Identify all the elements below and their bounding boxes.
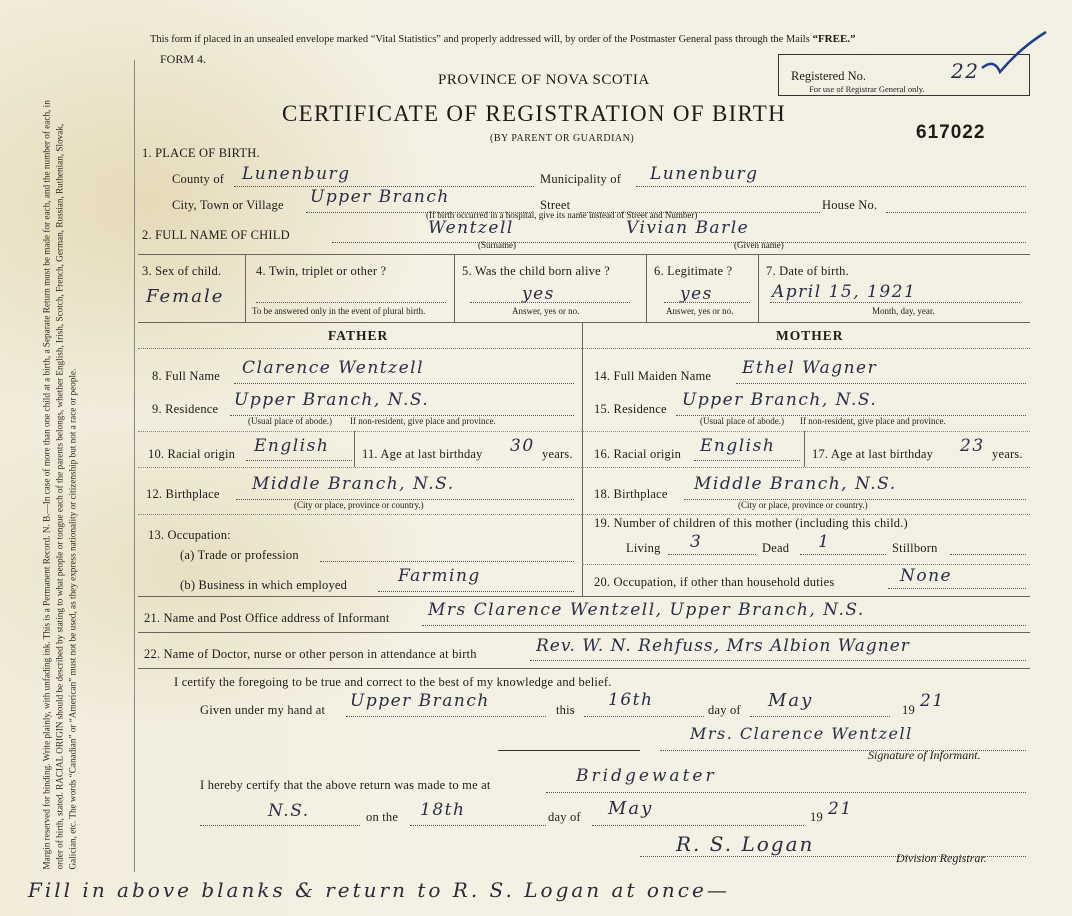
date-of-birth-label: 7. Date of birth.	[766, 264, 849, 278]
form-number: FORM 4.	[160, 52, 207, 66]
father-res-rule	[138, 431, 582, 432]
living-line	[668, 554, 756, 555]
registrar-month-value: May	[608, 798, 654, 819]
mother-race-rule	[582, 467, 1030, 468]
footer-handwritten-note: Fill in above blanks & return to R. S. Logan at once—	[28, 878, 730, 902]
registrar-signature: R. S. Logan	[676, 832, 815, 856]
given-name-caption: (Given name)	[734, 240, 784, 250]
registrar-statement: I hereby certify that the above return was made to me at	[200, 778, 491, 792]
father-name-label: 8. Full Name	[152, 369, 221, 383]
mother-occupation-value: None	[900, 566, 953, 586]
division-registrar-caption: Division Registrar.	[896, 851, 987, 865]
dead-value: 1	[818, 532, 831, 552]
blue-check-mark	[980, 28, 1050, 78]
mother-res-rule	[582, 431, 1030, 432]
father-trade-line	[320, 561, 574, 562]
municipality-line	[636, 186, 1026, 187]
mother-birthplace-note: (City or place, province or country.)	[738, 500, 868, 510]
legitimate-line	[664, 302, 750, 303]
dead-line	[800, 554, 886, 555]
father-race-line	[246, 460, 352, 461]
postal-notice: This form if placed in an unsealed envelope marked “Vital Statistics” and properly addressed will, by order of the Postmaster General pass through the Mails “FREE.”	[150, 33, 856, 45]
father-name-value: Clarence Wentzell	[242, 358, 425, 378]
mother-name-line	[736, 383, 1026, 384]
doctor-rule	[138, 668, 1030, 669]
registered-number: 22	[951, 59, 980, 83]
registrar-year-prefix: 19	[810, 810, 823, 824]
certify-place-value: Upper Branch	[350, 691, 490, 711]
municipality-value: Lunenburg	[650, 164, 759, 184]
twin-line	[256, 302, 446, 303]
mother-race-value: English	[700, 436, 776, 456]
sex-label: 3. Sex of child.	[142, 264, 222, 278]
row3-divider-3	[646, 254, 647, 322]
registrar-place-value: Bridgewater	[576, 766, 717, 786]
registrar-day-of-label: day of	[548, 810, 581, 824]
headings-rule	[138, 348, 1030, 349]
mother-birthplace-label: 18. Birthplace	[594, 487, 668, 501]
house-number-label: House No.	[822, 198, 878, 212]
father-trade-label: (a) Trade or profession	[180, 548, 299, 562]
certify-place-line	[346, 716, 546, 717]
registered-label: Registered No.	[791, 69, 866, 83]
certify-year-value: 21	[920, 691, 945, 711]
born-alive-note: Answer, yes or no.	[512, 306, 580, 316]
certify-day-value: 16th	[608, 690, 654, 710]
father-birthplace-value: Middle Branch, N.S.	[252, 474, 455, 494]
city-label: City, Town or Village	[172, 198, 284, 212]
father-occupation-label: 13. Occupation:	[148, 528, 231, 542]
twin-label: 4. Twin, triplet or other ?	[256, 264, 387, 278]
informant-signature: Mrs. Clarence Wentzell	[690, 724, 913, 743]
form-left-border	[134, 60, 135, 872]
city-value: Upper Branch	[310, 187, 450, 207]
row3-divider-1	[245, 254, 246, 322]
mother-bp-rule	[582, 514, 1030, 515]
legitimate-value: yes	[680, 284, 713, 304]
father-abode-note: (Usual place of abode.)	[248, 416, 332, 426]
row3-divider-2	[454, 254, 455, 322]
legitimate-label: 6. Legitimate ?	[654, 264, 733, 278]
registrar-month-line	[592, 825, 804, 826]
row3-divider-4	[758, 254, 759, 322]
mother-abode-note: (Usual place of abode.)	[700, 416, 784, 426]
row3-top-rule	[138, 254, 1030, 255]
registrar-place2-line	[200, 825, 360, 826]
informant-value: Mrs Clarence Wentzell, Upper Branch, N.S.	[428, 600, 865, 620]
father-residence-value: Upper Branch, N.S.	[234, 390, 430, 410]
certify-this-label: this	[556, 703, 575, 717]
surname-caption: (Surname)	[478, 240, 516, 250]
living-value: 3	[690, 532, 703, 552]
informant-rule	[138, 632, 1030, 633]
father-race-rule	[138, 467, 582, 468]
mother-race-label: 16. Racial origin	[594, 447, 682, 461]
mother-occupation-label: 20. Occupation, if other than household duties	[594, 575, 835, 589]
given-under-hand-label: Given under my hand at	[200, 703, 326, 717]
mother-race-line	[694, 460, 800, 461]
dead-label: Dead	[762, 541, 790, 555]
living-label: Living	[626, 541, 661, 555]
stillborn-label: Stillborn	[892, 541, 938, 555]
father-birthplace-label: 12. Birthplace	[146, 487, 220, 501]
mother-name-label: 14. Full Maiden Name	[594, 369, 712, 383]
father-bp-rule	[138, 514, 582, 515]
registrar-place-line	[546, 792, 1026, 793]
born-alive-value: yes	[522, 284, 555, 304]
father-heading: FATHER	[328, 328, 389, 343]
mother-nonresident-note: If non-resident, give place and province.	[800, 416, 946, 426]
mother-age-value: 23	[960, 436, 985, 456]
date-of-birth-value: April 15, 1921	[772, 282, 917, 302]
child-surname: Wentzell	[428, 218, 514, 238]
registrar-use-note: For use of Registrar General only.	[809, 84, 925, 94]
street-label: Street	[540, 198, 571, 212]
informant-signature-caption: Signature of Informant.	[868, 748, 981, 762]
mother-race-divider	[804, 431, 805, 467]
mother-birthplace-value: Middle Branch, N.S.	[694, 474, 897, 494]
legitimate-note: Answer, yes or no.	[666, 306, 734, 316]
row3-bottom-rule	[138, 322, 1030, 323]
place-of-birth-heading: 1. PLACE OF BIRTH.	[142, 146, 260, 160]
house-number-line	[886, 212, 1026, 213]
serial-number: 617022	[916, 122, 986, 143]
father-residence-label: 9. Residence	[152, 402, 219, 416]
father-birthplace-note: (City or place, province or country.)	[294, 500, 424, 510]
county-value: Lunenburg	[242, 164, 351, 184]
certify-month-line	[750, 716, 890, 717]
certificate-title: CERTIFICATE OF REGISTRATION OF BIRTH	[282, 101, 787, 126]
certify-day-of-label: day of	[708, 703, 741, 717]
father-years-label: years.	[542, 447, 573, 461]
mother-heading: MOTHER	[776, 328, 844, 343]
children-count-label: 19. Number of children of this mother (including this child.)	[594, 516, 908, 530]
registrar-year-value: 21	[828, 799, 853, 819]
parents-bottom-rule	[138, 596, 1030, 597]
child-given-name: Vivian Barle	[626, 218, 750, 238]
doctor-value: Rev. W. N. Rehfuss, Mrs Albion Wagner	[536, 636, 910, 656]
registrar-place2-value: N.S.	[268, 801, 310, 821]
father-nonresident-note: If non-resident, give place and province.	[350, 416, 496, 426]
mother-occupation-line	[888, 588, 1026, 589]
date-of-birth-note: Month, day, year.	[872, 306, 935, 316]
parents-divider	[582, 322, 583, 596]
mother-children-rule	[582, 564, 1030, 565]
certify-month-value: May	[768, 690, 814, 711]
informant-label: 21. Name and Post Office address of Informant	[144, 611, 390, 625]
father-race-label: 10. Racial origin	[148, 447, 236, 461]
county-label: County of	[172, 172, 225, 186]
certify-day-line	[584, 716, 704, 717]
father-business-value: Farming	[398, 566, 481, 586]
center-separator	[498, 750, 640, 751]
registrar-on-label: on the	[366, 810, 399, 824]
father-business-label: (b) Business in which employed	[180, 578, 348, 592]
stillborn-line	[950, 554, 1026, 555]
mother-name-value: Ethel Wagner	[742, 358, 878, 378]
certificate-subtitle: (BY PARENT OR GUARDIAN)	[490, 133, 635, 144]
father-name-line	[234, 383, 574, 384]
mother-age-label: 17. Age at last birthday	[812, 447, 934, 461]
registrar-day-value: 18th	[420, 800, 466, 820]
father-race-divider	[354, 431, 355, 467]
certify-statement: I certify the foregoing to be true and correct to the best of my knowledge and belief.	[174, 675, 612, 689]
mother-residence-label: 15. Residence	[594, 402, 667, 416]
date-of-birth-line	[770, 302, 1020, 303]
child-name-label: 2. FULL NAME OF CHILD	[142, 228, 290, 242]
free-stamp-text: “FREE.”	[812, 33, 856, 45]
side-margin-instructions: Margin reserved for binding. Write plainly, with unfading ink. This is a Permanent Record. N. B.—In case of more than one child at a birth, a Separate Return must be made for each, and the number of each, in order of birth, stated. RACIAL ORIGIN should be described by stating to what people or tongue each of the parents belongs, whether English, Irish, Scotch, French, German, Russian, Ruthenian, Slovak, Galician, etc. The words “Canadian” or “American” must not be used, as they express nationality or citizenship but not a race or people.	[41, 100, 78, 870]
municipality-label: Municipality of	[540, 172, 622, 186]
father-race-value: English	[254, 436, 330, 456]
twin-note: To be answered only in the event of plural birth.	[252, 306, 426, 316]
registrar-day-line	[410, 825, 546, 826]
province-heading: PROVINCE OF NOVA SCOTIA	[438, 72, 650, 88]
born-alive-label: 5. Was the child born alive ?	[462, 264, 610, 278]
certify-year-prefix: 19	[902, 703, 915, 717]
doctor-line	[530, 660, 1026, 661]
sex-value: Female	[146, 286, 225, 307]
mother-years-label: years.	[992, 447, 1023, 461]
hospital-note: (If birth occurred in a hospital, give its name instead of Street and Number)	[426, 210, 698, 220]
doctor-label: 22. Name of Doctor, nurse or other person in attendance at birth	[144, 647, 477, 661]
child-name-line	[332, 242, 1026, 243]
father-age-value: 30	[510, 436, 535, 456]
born-alive-line	[470, 302, 630, 303]
mother-residence-value: Upper Branch, N.S.	[682, 390, 878, 410]
informant-line	[422, 625, 1026, 626]
father-age-label: 11. Age at last birthday	[362, 447, 483, 461]
father-business-line	[378, 591, 574, 592]
